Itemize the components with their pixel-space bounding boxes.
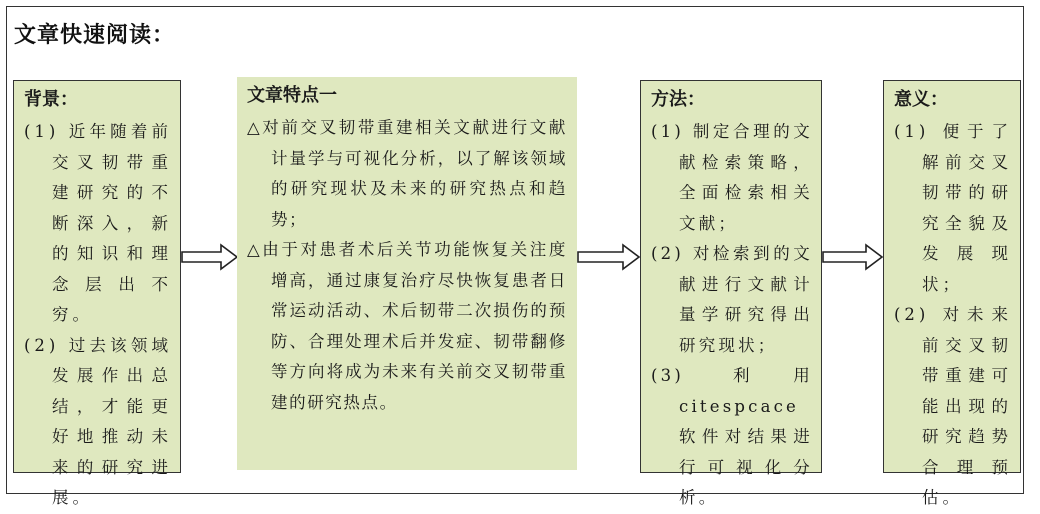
methods-heading: 方法： — [651, 89, 705, 110]
methods-item-3: (3) 利用 citespcace 软件对结果进行可视化分析。 — [651, 366, 813, 507]
features-box — [237, 77, 577, 470]
methods-box — [640, 80, 822, 507]
background-box — [13, 80, 181, 507]
page-title: 文章快速阅读： — [14, 23, 176, 48]
significance-box — [883, 80, 1021, 507]
features-item-1: △对前交叉韧带重建相关文献进行文献计量学与可视化分析，以了解该领域的研究现状及未来的研究热点和趋势； — [247, 118, 567, 229]
methods-item-1: (1) 制定合理的文献检索策略，全面检索相关文献； — [651, 122, 813, 233]
methods-item-2: (2) 对检索到的文献进行文献计量学研究得出研究现状； — [651, 244, 813, 355]
arrow-right-icon — [181, 243, 239, 271]
features-heading: 文章特点一 — [247, 85, 337, 106]
background-item-2: (2) 过去该领域发展作出总结，才能更好地推动未来的研究进展。 — [24, 335, 172, 507]
background-item-1: (1) 近年随着前交叉韧带重建研究的不断深入，新的知识和理念层出不穷。 — [24, 122, 172, 324]
arrow-right-icon — [577, 243, 641, 271]
significance-item-2: (2) 对未来前交叉韧带重建可能出现的研究趋势合理预估。 — [894, 305, 1012, 507]
significance-item-1: (1) 便于了解前交叉韧带的研究全貌及发展现状； — [894, 122, 1012, 294]
background-heading: 背景： — [24, 89, 78, 110]
features-item-2: △由于对患者术后关节功能恢复关注度增高，通过康复治疗尽快恢复患者日常运动活动、术后韧带二次损伤的预防、合理处理术后并发症、韧带翻修等方向将成为未来有关前交叉韧带重建的研究热点。 — [247, 240, 567, 412]
significance-heading: 意义： — [894, 89, 948, 110]
arrow-right-icon — [822, 243, 884, 271]
